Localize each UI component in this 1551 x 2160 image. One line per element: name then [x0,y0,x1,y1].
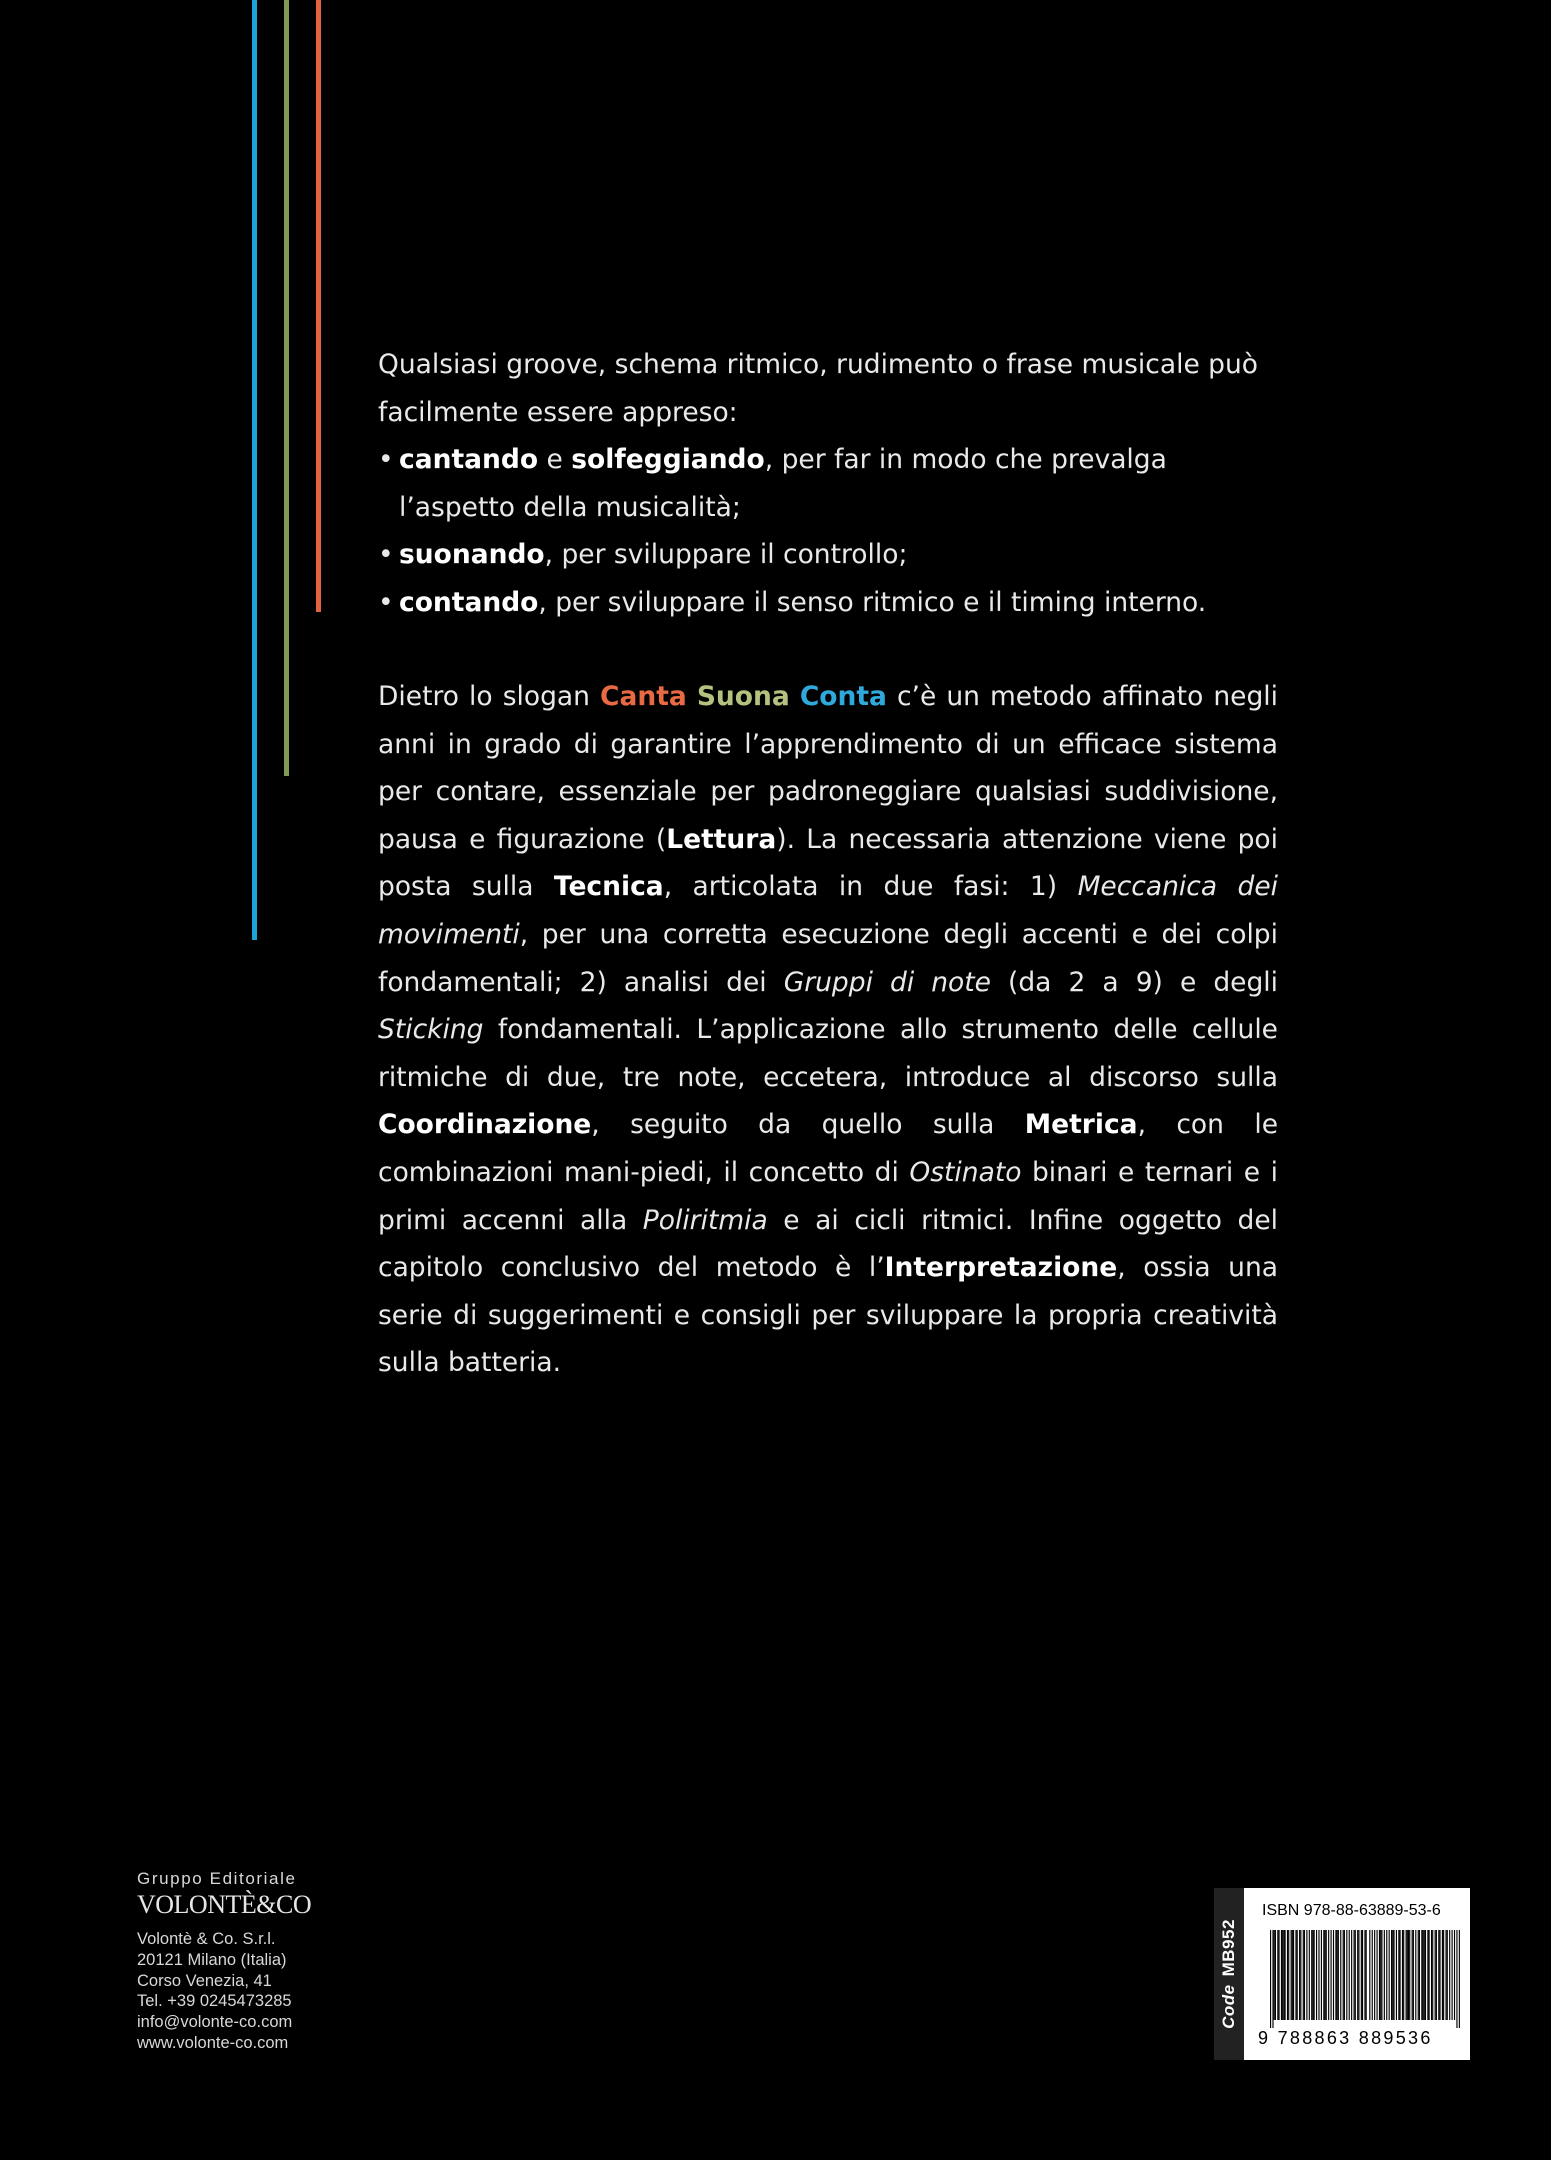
barcode-bar [1287,1930,1288,2020]
barcode-bar [1321,1930,1322,2020]
barcode-bar [1299,1930,1300,2020]
barcode-bar [1366,1930,1367,2020]
barcode-bar [1314,1930,1315,2020]
barcode-bar [1364,1930,1365,2020]
slogan-suona: Suona [696,681,790,712]
bullet-item-cantando: • cantando e solfeggiando, per far in modo che prevalga l’aspetto della musicalità; [378,436,1278,531]
barcode-bar [1386,1930,1387,2020]
publisher-logo: VOLONTÈ&CO [137,1890,312,1919]
slogan-canta: Canta [600,681,687,712]
publisher-group: Gruppo Editoriale [137,1869,297,1888]
barcode-bar [1418,1930,1419,2020]
product-code-label: CodeMB952 [1219,1919,1238,2029]
barcode-bar [1324,1930,1325,2020]
barcode-bar [1407,1930,1408,2020]
barcode-bar [1351,1930,1352,2020]
barcode-bar [1396,1930,1397,2020]
barcode-bar [1419,1930,1420,2020]
barcode-bar [1449,1930,1450,2020]
barcode-bar [1399,1930,1400,2020]
publisher-city: 20121 Milano (Italia) [137,1950,287,1969]
barcode-bar [1282,1930,1283,2020]
barcode-bar [1333,1930,1334,2020]
barcode-bar [1292,1930,1293,2020]
barcode-bar [1403,1930,1404,2020]
bullet-item-suonando: • suonando, per sviluppare il controllo; [378,531,1278,579]
barcode-bar [1323,1930,1324,2020]
barcode-bar [1277,1930,1278,2020]
barcode-bar [1384,1930,1385,2020]
barcode-bars [1270,1930,1460,2028]
barcode-bar [1338,1930,1339,2020]
isbn-text: ISBN 978-88-63889-53-6 [1262,1902,1441,1919]
description-paragraph: Dietro lo slogan Canta Suona Conta c’è un metodo affinato negli anni in grado di garantire l’apprendimento di un efficace sistema per contare, essenziale per padroneggiare qualsiasi suddivisione, pausa e figurazione (Lettura). La necessaria attenzione viene poi posta sulla Tecnica, articolata in due fasi: 1) Meccanica dei movimenti, per una corretta esecuzione degli accenti e dei colpi fondamentali; 2) analisi dei Gruppi di note (da 2 a 9) e degli Sticking fondamentali. L’applicazione allo strumento delle cellule ritmiche di due, tre note, eccetera, introduce al discorso sulla Coordinazione, seguito da quello sulla Metrica, con le combinazioni mani-piedi, il concetto di Ostinato binari e ternari e i primi accenni alla Poliritmia e ai cicli ritmici. Infine oggetto del capitolo conclusivo del metodo è l’Interpretazione, ossia una serie di suggerimenti e consigli per sviluppare la propria creatività sulla batteria. [378,681,1279,1379]
barcode-bar [1459,1930,1460,2028]
barcode-bar [1409,1930,1410,2020]
barcode-bar [1354,1930,1355,2020]
barcode-bar [1438,1930,1439,2020]
barcode-bar [1392,1930,1393,2020]
publisher-email: info@volonte-co.com [137,2013,293,2032]
barcode-bar [1295,1930,1296,2020]
stripe-blue [252,0,257,940]
barcode-bar [1275,1930,1276,2020]
barcode-bar [1443,1930,1444,2020]
intro-bullet-list [378,436,1278,626]
stripe-green [284,0,289,776]
barcode-bar [1297,1930,1298,2020]
publisher-website: www.volonte-co.com [137,2033,289,2052]
bullet-item-contando: • contando, per sviluppare il senso ritmico e il timing interno. [378,579,1278,627]
barcode-bar [1454,1930,1455,2020]
product-code-strip [1214,1888,1244,2060]
barcode-bar [1285,1930,1286,2020]
barcode-bar [1309,1930,1310,2020]
barcode-box [1214,1888,1470,2060]
barcode-bar [1372,1930,1373,2020]
barcode-bar [1391,1930,1392,2020]
barcode-bar [1422,1930,1423,2020]
intro-block [378,341,1278,627]
barcode-bar [1421,1930,1422,2020]
barcode-bar [1389,1930,1390,2020]
barcode-bar [1402,1930,1403,2020]
barcode-bar [1316,1930,1317,2020]
barcode-bar [1358,1930,1359,2020]
barcode-bar [1281,1930,1282,2020]
barcode-bar [1447,1930,1448,2020]
barcode-bar [1291,1930,1292,2020]
barcode-bar [1456,1930,1457,2028]
barcode-bar [1398,1930,1399,2020]
barcode-bar [1432,1930,1433,2020]
barcode-bar [1328,1930,1329,2020]
stripe-orange [316,0,321,612]
barcode-bar [1369,1930,1370,2020]
barcode-bar [1408,1930,1409,2020]
publisher-contact [137,1929,311,2054]
barcode-bar [1427,1930,1428,2020]
barcode-bar [1303,1930,1304,2020]
barcode-bar [1304,1930,1305,2020]
barcode-bar [1445,1930,1446,2020]
barcode-bar [1377,1930,1378,2020]
barcode-bar [1340,1930,1341,2020]
barcode-bar [1379,1930,1380,2020]
barcode-bar [1374,1930,1375,2020]
barcode-bar [1380,1930,1381,2020]
barcode-bar [1349,1930,1350,2020]
barcode-bar [1300,1930,1301,2020]
barcode-bar [1361,1930,1362,2020]
barcode-bar [1331,1930,1332,2020]
barcode-bar [1412,1930,1413,2020]
barcode-bar [1326,1930,1327,2020]
barcode-bar [1344,1930,1345,2020]
barcode-bar [1346,1930,1347,2020]
barcode-bar [1381,1930,1382,2020]
publisher-street: Corso Venezia, 41 [137,1971,272,1990]
barcode-bar [1288,1930,1289,2020]
slogan-conta: Conta [799,681,887,712]
barcode-bar [1278,1930,1279,2020]
barcode-bar [1362,1930,1363,2020]
barcode-bar [1415,1930,1416,2020]
barcode-bar [1312,1930,1313,2020]
barcode-bar [1274,1930,1275,2020]
barcode-bar [1439,1930,1440,2020]
barcode-bar [1431,1930,1432,2020]
barcode-bar [1343,1930,1344,2020]
barcode-bar [1283,1930,1284,2020]
publisher-phone: Tel. +39 0245473285 [137,1992,292,2011]
barcode-bar [1311,1930,1312,2020]
publisher-block [137,1869,311,2054]
barcode-bar [1435,1930,1436,2020]
barcode-bar [1436,1930,1437,2020]
barcode-bar [1413,1930,1414,2020]
barcode-bar [1393,1930,1394,2020]
barcode-bar [1357,1930,1358,2020]
intro-lead: Qualsiasi groove, schema ritmico, rudimento o frase musicale può facilmente essere appreso: [378,349,1259,428]
barcode-bar [1337,1930,1338,2020]
barcode-bar [1306,1930,1307,2020]
barcode-bar [1335,1930,1336,2020]
barcode-bar [1442,1930,1443,2020]
barcode-bar [1318,1930,1319,2020]
barcode-bar [1425,1930,1426,2020]
barcode-bar [1424,1930,1425,2020]
barcode-bar [1270,1930,1271,2028]
barcode-bar [1293,1930,1294,2020]
barcode-bar [1452,1930,1453,2020]
barcode-digits: 9 788863 889536 [1258,2028,1433,2048]
barcode-bar [1429,1930,1430,2020]
barcode-bar [1272,1930,1273,2028]
publisher-company: Volontè & Co. S.r.l. [137,1930,276,1948]
barcode-bar [1355,1930,1356,2020]
barcode-bar [1406,1930,1407,2020]
